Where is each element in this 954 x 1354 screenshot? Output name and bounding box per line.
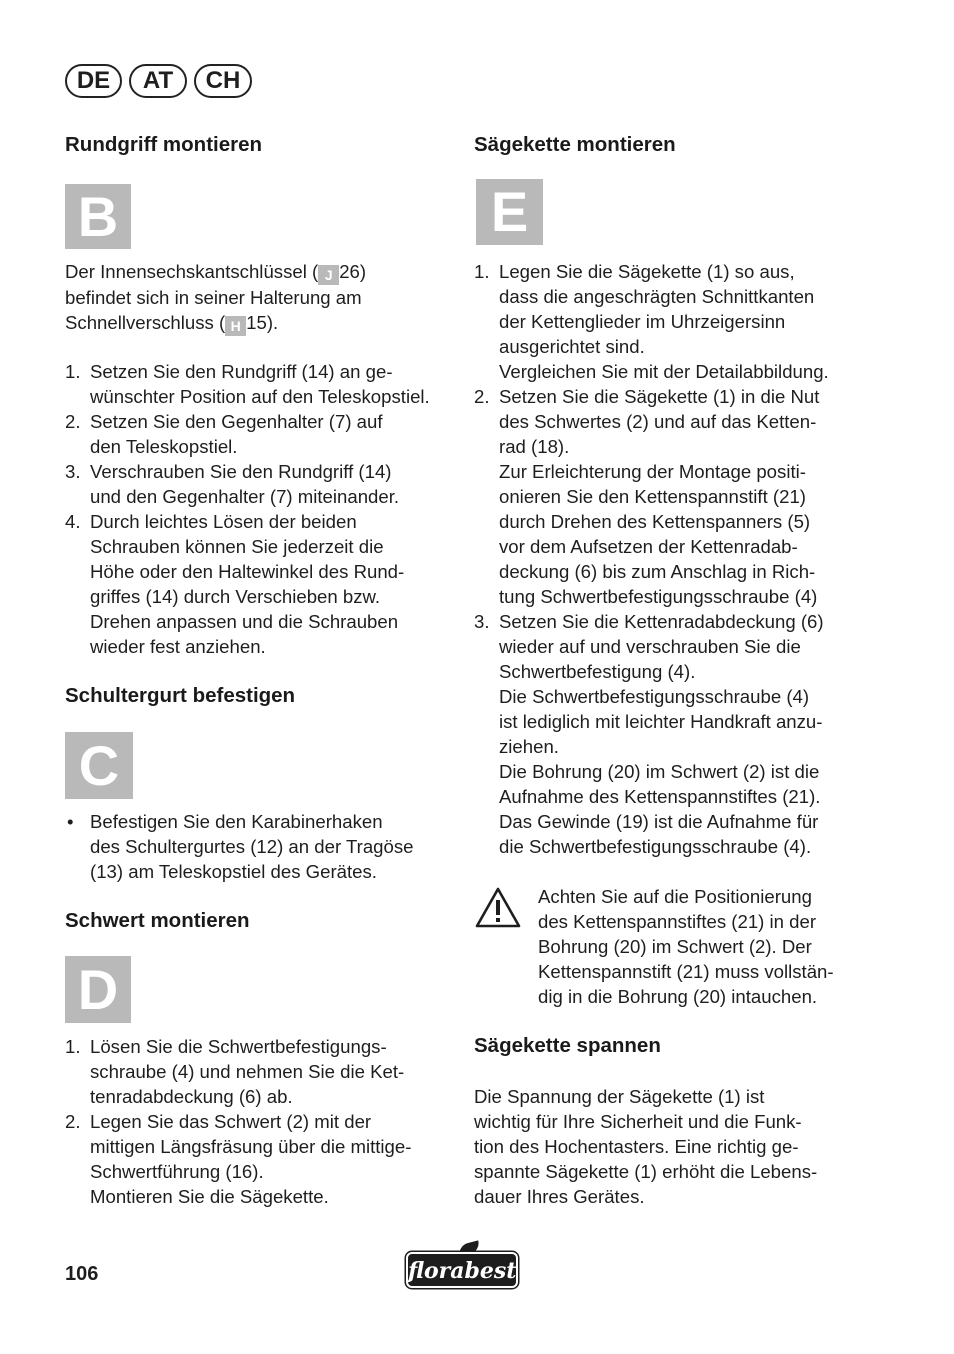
- step-text: wünschter Position auf den Teleskopstiel.: [90, 386, 430, 407]
- intro-text: Der Innensechskantschlüssel (: [65, 261, 319, 282]
- step-number: 1.: [474, 261, 490, 282]
- step-number: 3.: [65, 461, 81, 482]
- step-text: onieren Sie den Kettenspannstift (21): [499, 486, 806, 507]
- step-text: tenradabdeckung (6) ab.: [90, 1086, 293, 1107]
- step-text: wieder auf und verschrauben Sie die: [499, 636, 801, 657]
- figure-ref-h: H: [225, 316, 246, 336]
- step-number: 3.: [474, 611, 490, 632]
- figure-ref-j: J: [318, 265, 339, 285]
- warning-line: Bohrung (20) im Schwert (2). Der: [538, 936, 812, 957]
- step-text: tung Schwertbefestigungsschraube (4): [499, 586, 818, 607]
- step-text: mittigen Längsfräsung über die mittige-: [90, 1136, 412, 1157]
- country-badge-ch: CH: [194, 64, 252, 98]
- list-item: [65, 409, 430, 459]
- list-item: [474, 609, 829, 859]
- section-heading-saegekette: Sägekette montieren: [474, 133, 676, 156]
- rundgriff-intro: [65, 259, 366, 336]
- step-text: ausgerichtet sind.: [499, 336, 645, 357]
- country-badge-de: DE: [65, 64, 122, 98]
- step-text: Verschrauben Sie den Rundgriff (14): [90, 461, 392, 482]
- step-text: Schwertbefestigung (4).: [499, 661, 696, 682]
- step-text: die Schwertbefestigungsschraube (4).: [499, 836, 812, 857]
- section-heading-spannen: Sägekette spannen: [474, 1034, 661, 1057]
- step-text: Das Gewinde (19) ist die Aufnahme für: [499, 811, 819, 832]
- list-item: [65, 809, 414, 884]
- step-text: ziehen.: [499, 736, 559, 757]
- page-number: 106: [65, 1263, 99, 1285]
- step-text: Die Bohrung (20) im Schwert (2) ist die: [499, 761, 820, 782]
- bullet-marker: •: [67, 811, 74, 832]
- warning-icon: [474, 886, 522, 929]
- body-line: wichtig für Ihre Sicherheit und die Funk-: [474, 1111, 802, 1132]
- body-line: dauer Ihres Gerätes.: [474, 1186, 645, 1207]
- step-text: (13) am Teleskopstiel des Gerätes.: [90, 861, 377, 882]
- step-text: der Kettenglieder im Uhrzeigersinn: [499, 311, 786, 332]
- step-text: Legen Sie das Schwert (2) mit der: [90, 1111, 372, 1132]
- list-item: [65, 1109, 411, 1209]
- step-text: Durch leichtes Lösen der beiden: [90, 511, 357, 532]
- step-text: Legen Sie die Sägekette (1) so aus,: [499, 261, 795, 282]
- step-text: dass die angeschrägten Schnittkanten: [499, 286, 815, 307]
- warning-line: Achten Sie auf die Positionierung: [538, 886, 812, 907]
- body-line: spannte Sägekette (1) erhöht die Lebens-: [474, 1161, 818, 1182]
- step-text: Setzen Sie die Kettenradabdeckung (6): [499, 611, 824, 632]
- step-number: 1.: [65, 361, 81, 382]
- section-heading-rundgriff: Rundgriff montieren: [65, 133, 263, 156]
- warning-line: dig in die Bohrung (20) intauchen.: [538, 986, 818, 1007]
- step-text: wieder fest anziehen.: [90, 636, 266, 657]
- step-text: Schwertführung (16).: [90, 1161, 264, 1182]
- step-text: deckung (6) bis zum Anschlag in Rich-: [499, 561, 816, 582]
- schultergurt-steps: [65, 809, 414, 884]
- step-text: Aufnahme des Kettenspannstiftes (21).: [499, 786, 821, 807]
- spannen-text: [474, 1084, 817, 1209]
- step-text: Setzen Sie den Rundgriff (14) an ge-: [90, 361, 393, 382]
- intro-text: Schnellverschluss (: [65, 312, 226, 333]
- list-item: [65, 359, 430, 409]
- intro-text: 15).: [246, 312, 279, 333]
- step-text: Setzen Sie den Gegenhalter (7) auf: [90, 411, 383, 432]
- step-number: 1.: [65, 1036, 81, 1057]
- list-item: [474, 259, 829, 384]
- rundgriff-steps: [65, 359, 430, 659]
- brand-logo: florabest: [406, 1252, 518, 1288]
- figure-ref-b: B: [65, 184, 131, 249]
- step-text: Die Schwertbefestigungsschraube (4): [499, 686, 810, 707]
- intro-text: 26): [339, 261, 367, 282]
- body-line: Die Spannung der Sägekette (1) ist: [474, 1086, 765, 1107]
- step-text: Drehen anpassen und die Schrauben: [90, 611, 399, 632]
- body-line: tion des Hochentasters. Eine richtig ge-: [474, 1136, 799, 1157]
- list-item: [65, 1034, 411, 1109]
- step-text: Lösen Sie die Schwertbefestigungs-: [90, 1036, 387, 1057]
- step-number: 4.: [65, 511, 81, 532]
- step-text: schraube (4) und nehmen Sie die Ket-: [90, 1061, 405, 1082]
- figure-ref-c: C: [65, 732, 133, 799]
- step-text: vor dem Aufsetzen der Kettenradab-: [499, 536, 798, 557]
- step-text: Schrauben können Sie jederzeit die: [90, 536, 384, 557]
- section-heading-schwert: Schwert montieren: [65, 909, 250, 932]
- figure-ref-e: E: [476, 179, 543, 245]
- step-text: den Teleskopstiel.: [90, 436, 238, 457]
- step-text: rad (18).: [499, 436, 570, 457]
- list-item: [65, 459, 430, 509]
- step-number: 2.: [65, 411, 81, 432]
- step-text: Vergleichen Sie mit der Detailabbildung.: [499, 361, 829, 382]
- intro-text: befindet sich in seiner Halterung am: [65, 287, 362, 308]
- step-text: Befestigen Sie den Karabinerhaken: [90, 811, 383, 832]
- step-number: 2.: [474, 386, 490, 407]
- step-text: des Schultergurtes (12) an der Tragöse: [90, 836, 414, 857]
- list-item: [65, 509, 430, 659]
- warning-line: des Kettenspannstiftes (21) in der: [538, 911, 817, 932]
- warning-line: Kettenspannstift (21) muss vollstän-: [538, 961, 834, 982]
- step-text: Höhe oder den Haltewinkel des Rund-: [90, 561, 405, 582]
- step-text: ist lediglich mit leichter Handkraft anzu-: [499, 711, 823, 732]
- figure-ref-d: D: [65, 956, 131, 1023]
- step-text: und den Gegenhalter (7) miteinander.: [90, 486, 400, 507]
- warning-text: [538, 884, 834, 1009]
- step-text: Zur Erleichterung der Montage positi-: [499, 461, 806, 482]
- saegekette-steps: [474, 259, 829, 859]
- schwert-steps: [65, 1034, 411, 1209]
- step-text: griffes (14) durch Verschieben bzw.: [90, 586, 381, 607]
- step-text: des Schwertes (2) und auf das Ketten-: [499, 411, 817, 432]
- step-number: 2.: [65, 1111, 81, 1132]
- section-heading-schultergurt: Schultergurt befestigen: [65, 684, 296, 707]
- country-badge-at: AT: [129, 64, 187, 98]
- step-text: durch Drehen des Kettenspanners (5): [499, 511, 811, 532]
- step-text: Setzen Sie die Sägekette (1) in die Nut: [499, 386, 820, 407]
- list-item: [474, 384, 829, 609]
- step-text: Montieren Sie die Sägekette.: [90, 1186, 329, 1207]
